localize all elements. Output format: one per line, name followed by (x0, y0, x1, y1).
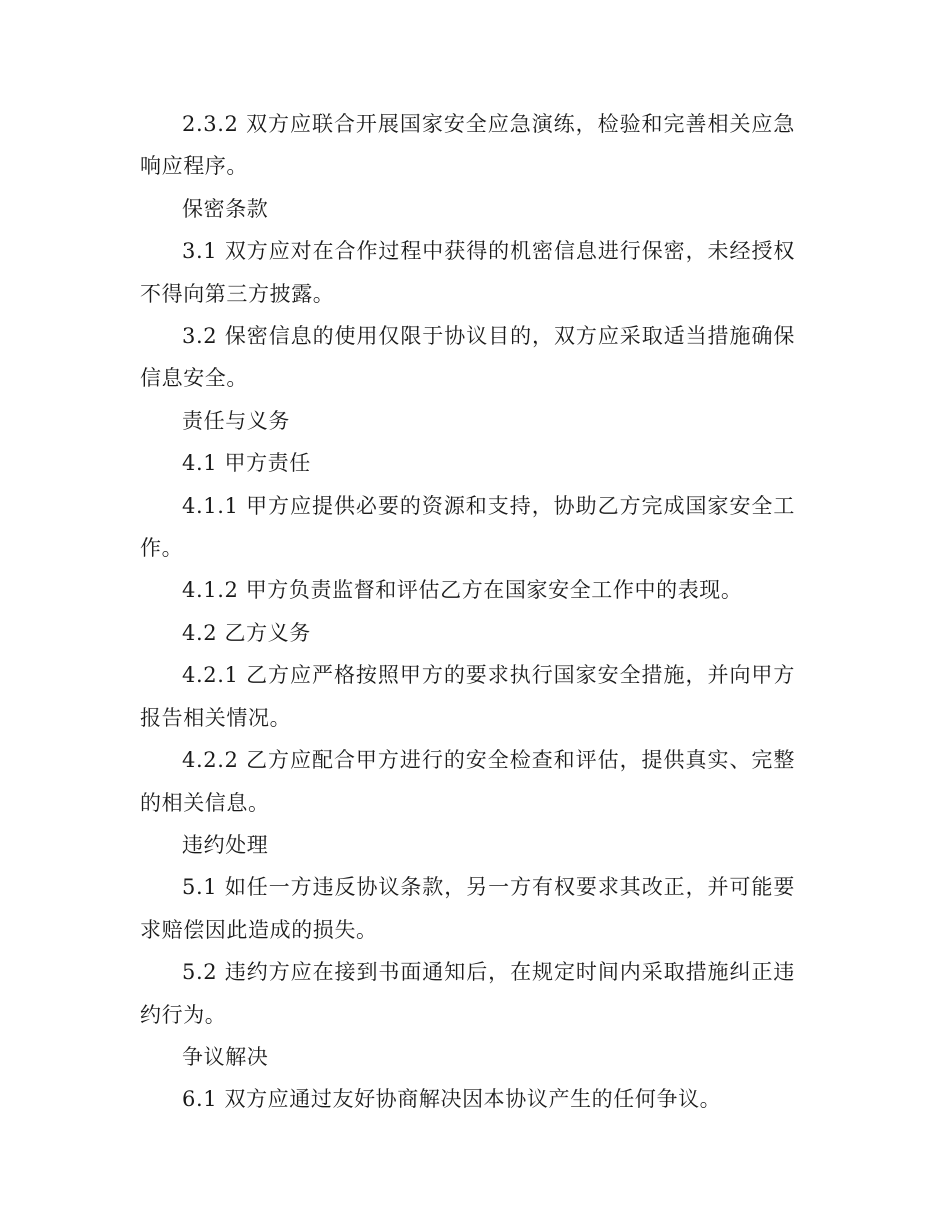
clause-4-1-1: 4.1.1 甲方应提供必要的资源和支持，协助乙方完成国家安全工作。 (140, 493, 795, 561)
document-body (140, 103, 795, 1121)
section-heading-dispute: 争议解决 (182, 1044, 269, 1069)
clause-4-1-2: 4.1.2 甲方负责监督和评估乙方在国家安全工作中的表现。 (182, 578, 743, 603)
clause-4-2-1: 4.2.1 乙方应严格按照甲方的要求执行国家安全措施，并向甲方报告相关情况。 (140, 663, 795, 730)
section-heading-breach: 违约处理 (182, 832, 269, 857)
clause-3-1: 3.1 双方应对在合作过程中获得的机密信息进行保密，未经授权不得向第三方披露。 (140, 239, 795, 306)
clause-4-2: 4.2 乙方义务 (182, 620, 311, 645)
clause-6-1: 6.1 双方应通过友好协商解决因本协议产生的任何争议。 (182, 1087, 722, 1112)
section-heading-confidentiality: 保密条款 (182, 196, 269, 221)
clause-5-1: 5.1 如任一方违反协议条款，另一方有权要求其改正，并可能要求赔偿因此造成的损失。 (140, 875, 795, 942)
clause-4-1: 4.1 甲方责任 (182, 451, 311, 476)
clause-4-2-2: 4.2.2 乙方应配合甲方进行的安全检查和评估，提供真实、完整的相关信息。 (140, 748, 795, 815)
clause-5-2: 5.2 违约方应在接到书面通知后，在规定时间内采取措施纠正违约行为。 (140, 960, 795, 1027)
clause-3-2: 3.2 保密信息的使用仅限于协议目的，双方应采取适当措施确保信息安全。 (140, 324, 795, 391)
clause-2-3-2: 2.3.2 双方应联合开展国家安全应急演练，检验和完善相关应急响应程序。 (140, 112, 795, 179)
section-heading-responsibilities: 责任与义务 (182, 408, 290, 433)
